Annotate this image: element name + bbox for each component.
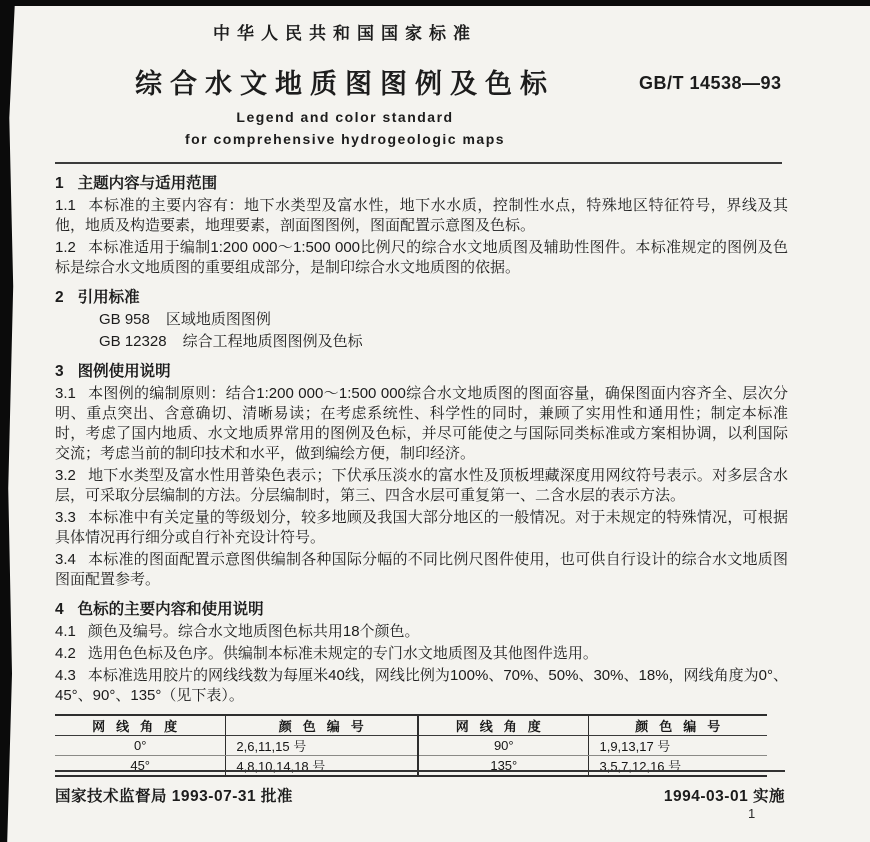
clause-number: 3.1 <box>55 385 76 402</box>
section-title: 色标的主要内容和使用说明 <box>77 601 264 618</box>
clause-number: 3.4 <box>55 551 76 568</box>
section-number: 4 <box>55 601 64 618</box>
english-subtitle-line2: for comprehensive hydrogeologic maps <box>184 131 506 147</box>
clause-text: 本标准中有关定量的等级划分，较多地顾及我国大部分地区的一般情况。对于未规定的特殊情况，可根据具体情况再行细分或自行补充设计符号。 <box>55 509 788 546</box>
table-row <box>55 756 767 777</box>
clause-text: 地下水类型及富水性用普染色表示；下伏承压淡水的富水性及顶板埋藏深度用网纹符号表示。对多层含水层，可采取分层编制的方法。分层编制时，第三、四含水层可重复第一、二含水层的表示方法。 <box>55 467 788 504</box>
clause-number: 4.3 <box>55 667 76 684</box>
clause-1-2 <box>55 238 788 278</box>
column-header-color-1: 颜色编号 <box>226 715 418 736</box>
clause-4-3 <box>55 666 788 706</box>
reference-title: 区域地质图图例 <box>165 311 271 328</box>
screen-line-color-table <box>55 714 767 777</box>
color-numbers-cell: 4,8,10,14,18 号 <box>226 756 418 777</box>
reference-code: GB 958 <box>99 311 150 328</box>
standard-number: GB/T 14538—93 <box>639 73 782 93</box>
footer <box>55 784 785 806</box>
clause-number: 4.1 <box>55 623 76 640</box>
page-title: 综合水文地质图图例及色标 <box>135 69 555 99</box>
section-number: 1 <box>55 175 64 192</box>
section-heading-2 <box>55 288 788 308</box>
clause-number: 3.3 <box>55 509 76 526</box>
clause-3-1 <box>55 384 788 464</box>
angle-cell: 135° <box>418 756 589 777</box>
column-header-color-2: 颜色编号 <box>589 715 767 736</box>
color-numbers-cell: 3,5,7,12,16 号 <box>599 759 682 774</box>
section-heading-3 <box>55 362 788 382</box>
clause-1-1 <box>55 196 788 236</box>
clause-text: 本标准选用胶片的网线线数为每厘米40线，网线比例为100%、70%、50%、30%、18%，网线角度为0°、45°、90°、135°（见下表）。 <box>55 667 788 704</box>
clause-number: 1.1 <box>55 197 76 214</box>
angle-cell: 45° <box>55 756 226 777</box>
angle-cell: 90° <box>418 736 589 756</box>
approval-text: 国家技术监督局 1993-07-31 批准 <box>55 788 293 805</box>
clause-text: 本图例的编制原则：结合1:200 000～1:500 000综合水文地质图的图面容量，确保图面内容齐全、层次分明、重点突出、含意确切、清晰易读；在考虑系统性、科学性的同时，兼顾了实用性和通用性；制定本标准时，考虑了国内地质、水文地质界常用的图例及色标，并尽可能使之与国际同类标准或方案相协调，以利国际交流；考虑当前的制印技术和水平，做到编绘方便，制印经济。 <box>55 385 788 462</box>
table-header-row <box>55 715 767 736</box>
reference-gb958 <box>99 310 788 330</box>
clause-number: 4.2 <box>55 645 76 662</box>
page-content <box>55 6 788 777</box>
page-number: 1 <box>748 806 756 821</box>
section-title: 图例使用说明 <box>77 363 171 380</box>
english-subtitle-line1: Legend and color standard <box>236 109 454 125</box>
section-title: 主题内容与适用范围 <box>77 175 218 192</box>
section-number: 2 <box>55 289 64 306</box>
clause-4-1 <box>55 622 788 642</box>
clause-text: 本标准的主要内容有：地下水类型及富水性，地下水水质，控制性水点，特殊地区特征符号，界线及其他，地质及构造要素，地理要素，剖面图图例，图面配置示意图及色标。 <box>55 197 788 234</box>
clause-text: 本标准的图面配置示意图供编制各种国际分幅的不同比例尺图件使用，也可供自行设计的综合水文地质图图面配置参考。 <box>55 551 788 588</box>
clause-number: 3.2 <box>55 467 76 484</box>
reference-title: 综合工程地质图图例及色标 <box>182 333 363 350</box>
clause-4-2 <box>55 644 788 664</box>
column-header-angle-2: 网线角度 <box>418 715 589 736</box>
color-numbers-cell: 2,6,11,15 号 <box>226 736 418 756</box>
title-row <box>55 66 782 102</box>
clause-text: 本标准适用于编制1:200 000～1:500 000比例尺的综合水文地质图及辅助性图件。本标准规定的图例及色标是综合水文地质图的重要组成部分，是制印综合水文地质图的依据。 <box>55 239 788 276</box>
clause-3-4 <box>55 550 788 590</box>
reference-gb12328 <box>99 332 788 352</box>
clause-text: 选用色色标及色序。供编制本标准未规定的专门水文地质图及其他图件选用。 <box>87 645 598 662</box>
national-standard-label: 中华人民共和国国家标准 <box>213 24 477 43</box>
scan-edge-left <box>0 0 15 842</box>
footer-divider <box>55 770 785 772</box>
table-row <box>55 736 767 756</box>
clause-text: 颜色及编号。综合水文地质图色标共用18个颜色。 <box>87 623 420 640</box>
clause-number: 1.2 <box>55 239 76 256</box>
column-header-angle-1: 网线角度 <box>55 715 226 736</box>
clause-3-3 <box>55 508 788 548</box>
section-heading-4 <box>55 600 788 620</box>
section-heading-1 <box>55 174 788 194</box>
section-title: 引用标准 <box>77 289 140 306</box>
header-divider <box>55 162 782 164</box>
color-numbers-cell: 1,9,13,17 号 <box>589 736 767 756</box>
angle-cell: 0° <box>55 736 226 756</box>
section-number: 3 <box>55 363 64 380</box>
reference-code: GB 12328 <box>99 333 167 350</box>
clause-3-2 <box>55 466 788 506</box>
implementation-text: 1994-03-01 实施 <box>663 788 785 805</box>
